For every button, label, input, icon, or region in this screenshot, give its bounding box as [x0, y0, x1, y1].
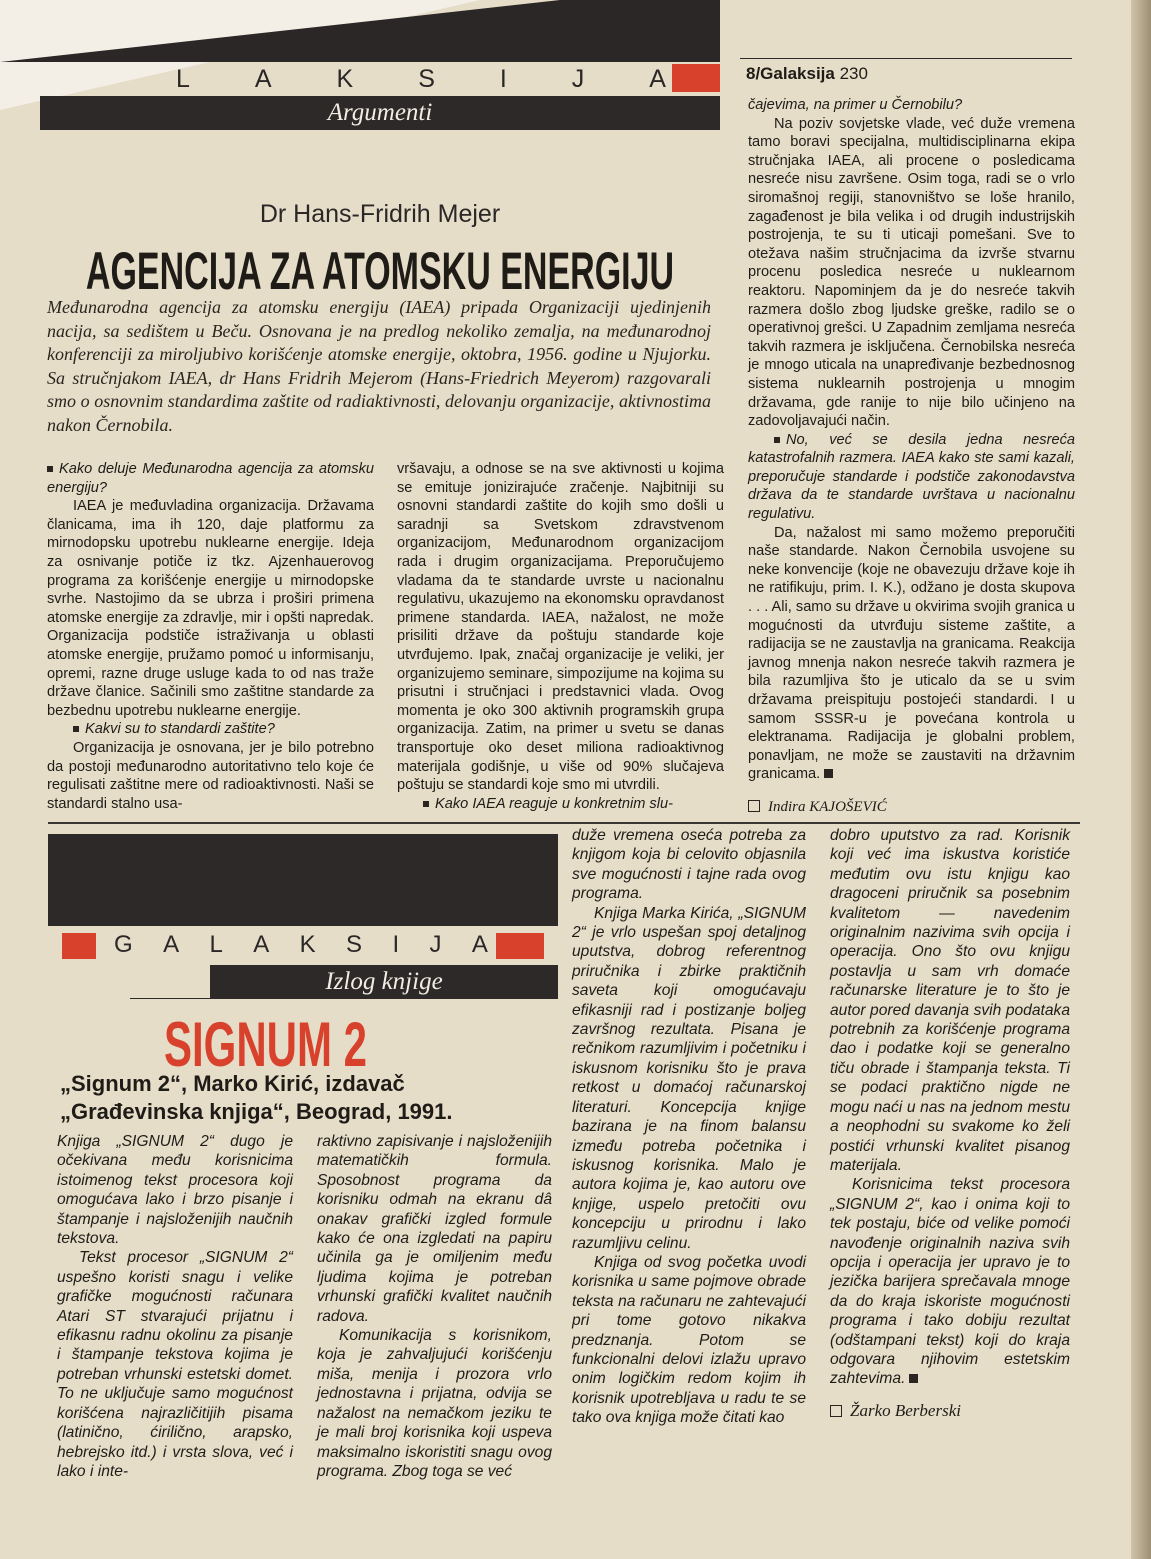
book-paragraph: Knjiga „SIGNUM 2“ dugo je očekivana među korisnicima istoimenog tekst procesora koji omogućava lako i brzo pisanje i štampanje i najsloženijih naučnih tekstova. [57, 1133, 293, 1248]
book-paragraph: Knjiga od svog početka uvodi korisnika u same pojmove obrade teksta na računaru ne zahtevajući pri tome gotovo nikakva predznanja. Potom se funkcionalni delovi izlažu upravo onim logičkim redom kojim ih korisnik upotrebljava u radu te se tako ova knjiga može čitati kao [572, 1253, 806, 1427]
brand-letters-book: G A L A K S I J A [114, 931, 488, 958]
checkbox-square-icon [830, 1405, 842, 1417]
checkbox-square-icon [748, 800, 760, 812]
end-mark-icon [824, 769, 833, 778]
question-2: Kakvi su to standardi zaštite? [47, 720, 374, 739]
article-column-2 [397, 460, 724, 813]
bullet-icon [73, 726, 79, 732]
brand-accent-top [672, 64, 720, 92]
book-paragraph: Knjiga Marka Kirića, „SIGNUM 2“ je vrlo uspešan spoj detaljnog uputstva, dobrog referentnog priručnika i zbirke praktičnih saveta koji omogućavaju efikasniji rad i postizanje boljeg završnog rezultata. Pisana je rečnikom razumljivim i početniku i iskusnom korisniku što je prava retkost u domaćoj računarskoj literaturi. Koncepcija knjige bazirana je na finom balansu između potreba početnika i iskusnog korisnika. Malo je autora kojima je, kao autoru ove knjige, uspelo pretočiti ovu koncepciju u prirodnu i lako razumljivu celinu. [572, 904, 806, 1252]
book-author: Žarko Berberski [830, 1401, 1070, 1420]
section-title: Argumenti [327, 99, 433, 126]
book-paragraph: dobro uputstvo za rad. Korisnik koji već ima iskustva koristiće međutim ovu istu knjigu kao dragoceni priručnik sa posebnim kvalitetom — navedenim originalnim nazivima svih opcija i operacija. Ono što ovu knjigu postavlja u sam vrh domaće računarske literature je to što je autor pored davanja svih podataka potrebnih za korišćenje programa dao i podatke koji se generalno tiču obrade i štampanja teksta. Ti se podaci praktično nigde ne mogu naći u nas na jednom mestu a neophodni su svakome ko želi postići vrhunski kvalitet pisanog materijala. [830, 827, 1070, 1174]
answer-1: IAEA je međuvladina organizacija. Državama članicama, ima ih 120, daje platformu za mirnodopsku upotrebu nuklearne energije. Ideja za osnivanje potiče iz tkz. Ajzenhauerovog programa za korišćenje energije u mirnodopske svrhe. Nastojimo da se ubrza i proširi primena atomske energije za zdravlje, mir i opšti napredak. Organizacija podstiče istraživanja u oblasti atomske energije, pružamo pomoć u informisanju, opremi, razne druge usluge kada to od nas traže države članice. Sačinili smo zaštitne standarde za bezbednu upotrebu nuklearne energije. [47, 498, 374, 719]
brand-accent-left [62, 933, 96, 959]
book-title: SIGNUM 2 [164, 1009, 368, 1080]
page-fold-shadow [1131, 0, 1151, 1559]
bullet-icon [774, 437, 780, 443]
book-header-block [48, 834, 558, 926]
article-column-3 [748, 96, 1075, 817]
bullet-icon [423, 801, 429, 807]
book-column-2 [317, 1132, 552, 1481]
section-divider [48, 822, 1080, 824]
article-column-1 [47, 460, 374, 813]
article-byline: Dr Hans-Fridrih Mejer [259, 200, 501, 228]
book-paragraph: Tekst procesor „SIGNUM 2“ uspešno koristi snagu i velike grafičke mogućnosti računara Atari ST stvarajući prijatnu i efikasnu radnu okolinu za pisanje i štampanje tekstova kojima je potreban vrhunski estetski domet. To ne uključuje samo mogućnost korišćena najrazličitijih pisama (latinično, ćirilično, arapsko, hebrejsko itd.) i vrsta slova, već i lako i inte- [57, 1249, 293, 1480]
answer-2: Organizacija je osnovana, jer je bilo potrebno da postoji međunarodno autoritativno telo koje će regulisati zaštitne mere od radioaktivnosti. Naši se standardi stalno usa- [47, 739, 374, 812]
book-paragraph: Korisnicima tekst procesora „SIGNUM 2“, kao i onima koji to tek postaju, biće od velike pomoći navođenje originalnih naziva svih opcija i operacija jer upravo je to jezička barijera sprečavala mnoge da do kraja iskoriste mogućnosti programa i tako dobiju rezultat (odštampani tekst) koji do kraja odgovara njihovim estetskim zahtevima. [830, 1176, 1070, 1388]
brand-accent-right [496, 933, 544, 959]
book-column-1 [57, 1132, 293, 1481]
article-author: Indira KAJOŠEVIĆ [748, 798, 1075, 817]
book-column-3 [572, 826, 806, 1428]
answer-4: Da, nažalost mi samo možemo preporučiti naše standarde. Nakon Černobila usvojene su neke konvencije (koje ne obavezuju države koje ih ne ratifikuju, prim. I. K.), odžano je dosta skupova . . . Ali, samo su države u okvirima svojih granica u mogućnosti da utvrđuju sisteme zaštite, a radijacija se ne zaustavlja na granicama. Reakcija javnog mnenja nakon nesreće takvih razmera je bila razumljiva što je uticalo da se u svim državama preispituju postojeći standardi. I u samom SSSR-u je povećana kontrola u elektranama. Radijacija je globalni problem, ponavljam, ne može se zaustaviti na državnim granicama. [748, 524, 1075, 783]
book-paragraph: raktivno zapisivanje i najsloženijih matematičkih formula. Sposobnost programa da korisniku odmah na ekranu dâ onakav grafički izgled formule kako će ona izgledati na papiru učinila ga je omiljenim među ljudima kojima je potreban vrhunski grafički kvalitet naučnih radova. [317, 1133, 552, 1325]
answer-2-continued: vršavaju, a odnose se na sve aktivnosti u kojima se emituje jonizirajuće zračenje. Najbitniji su osnovni standardi zaštite do kojih smo došli u saradnji sa Svetskom zdravstvenom organizacijom, Međunarodnom organizacijom rada i drugim organizacijama. Preporučujemo vladama da te standarde uvrste u nacionalnu regulativu, ukazujemo na ekonomsku opravdanost primene standarda. IAEA, nažalost, ne može prisiliti države da poštuju standarde koje utvrđujemo. Ipak, značaj organizacije je veliki, jer organizujemo seminare, simpozijume na kojima su prisutni i stručnjaci i predstavnici vlada. Ovog momenta je oko 300 aktivnih programskih grupa organizacija. Zatim, na primer u svetu se danas transportuje oko deset miliona radioaktivnog materijala godišnje, u više od 90% slučajeva poštuju se standardi koje smo mi utvrdili. [397, 461, 724, 794]
book-subtitle: „Signum 2“, Marko Kirić, izdavač „Građevinska knjiga“, Beograd, 1991. [60, 1071, 453, 1124]
bullet-icon [47, 466, 53, 472]
question-4: No, već se desila jedna nesreća katastrofalnih razmera. IAEA kako ste sami kazali, preporučuje standarde i podstiče zakonodavstva država da te standarde uvrštava u nacionalnu regulativu. [748, 431, 1075, 523]
book-column-4 [830, 826, 1070, 1420]
answer-3: Na poziv sovjetske vlade, već duže vremena tamo boravi specijalna, multidisciplinarna ekipa stručnjaka IAEA, ali procene o posledicama nesreće nisu završene. Osim toga, radi se o vrlo siromašnoj regiji, stanovništvo se loše hranilo, zagađenost je bila velika i od drugih industrijskih postrojenja, te su ti uticaji pomešani. Sve to otežava našim stručnjacima da izvrše stvarnu procenu posledica nesreće u nuklearnom reaktoru. Napominjem da je do nesreće takvih razmera došlo zbog ljudske greške, radilo se o operativnoj grešci. U Zapadnim zemljama nesreća takvih razmera je isključena. Černobilska nesreća je mnogo uticala na unapređivanje bezbednosnog sistema nuklearnih postrojenja u mnogim državama, gde ranije to nije bilo učinjeno na zadovoljavajući način. [748, 115, 1075, 430]
end-mark-icon [909, 1374, 918, 1383]
question-1: Kako deluje Međunarodna agencija za atomsku energiju? [47, 461, 374, 496]
question-3: Kako IAEA reaguje u konkretnim slu- [397, 795, 724, 814]
article-headline: AGENCIJA ZA ATOMSKU ENERGIJU [85, 242, 675, 302]
question-3-continued: čajevima, na primer u Černobilu? [748, 97, 963, 113]
page-number-rule [740, 58, 1072, 59]
book-section-bar [210, 965, 558, 999]
book-paragraph: duže vremena oseća potreba za knjigom koja bi celovito objasnila sve mogućnosti i tajne rada ovog programa. [572, 827, 806, 903]
book-paragraph: Komunikacija s korisnikom, koja je zahvaljujući korišćenju miša, menija i prozora vrlo jednostavna i prijatna, odvija se nažalost na nemačkom jeziku te je mali broj korisnika koji uspeva maksimalno iskoristiti snagu ovog programa. Zbog toga se već [317, 1327, 552, 1480]
article-intro: Međunarodna agencija za atomsku energiju (IAEA) pripada Organizaciji ujedinjenih nacija, sa sedištem u Beču. Osnovana je na predlog nekoliko zemalja, na međunarodnoj konferenciji za miroljubivo korišćenje atomske energije, oktobra, 1956. godine u Njujorku. Sa stručnjakom IAEA, dr Hans Fridrih Mejerom (Hans-Friedrich Meyerom) razgovarali smo o osnovnim standardima zaštite od radiaktivnosti, delovanju organizacije, aktivnostima nakon Černobila. [47, 297, 711, 435]
brand-letters-top: L A K S I J A [176, 64, 666, 93]
page-number: 8/Galaksija 230 [746, 64, 868, 83]
book-section-rule [130, 998, 210, 999]
section-bar [40, 96, 720, 130]
book-section-title: Izlog knjige [325, 968, 443, 995]
